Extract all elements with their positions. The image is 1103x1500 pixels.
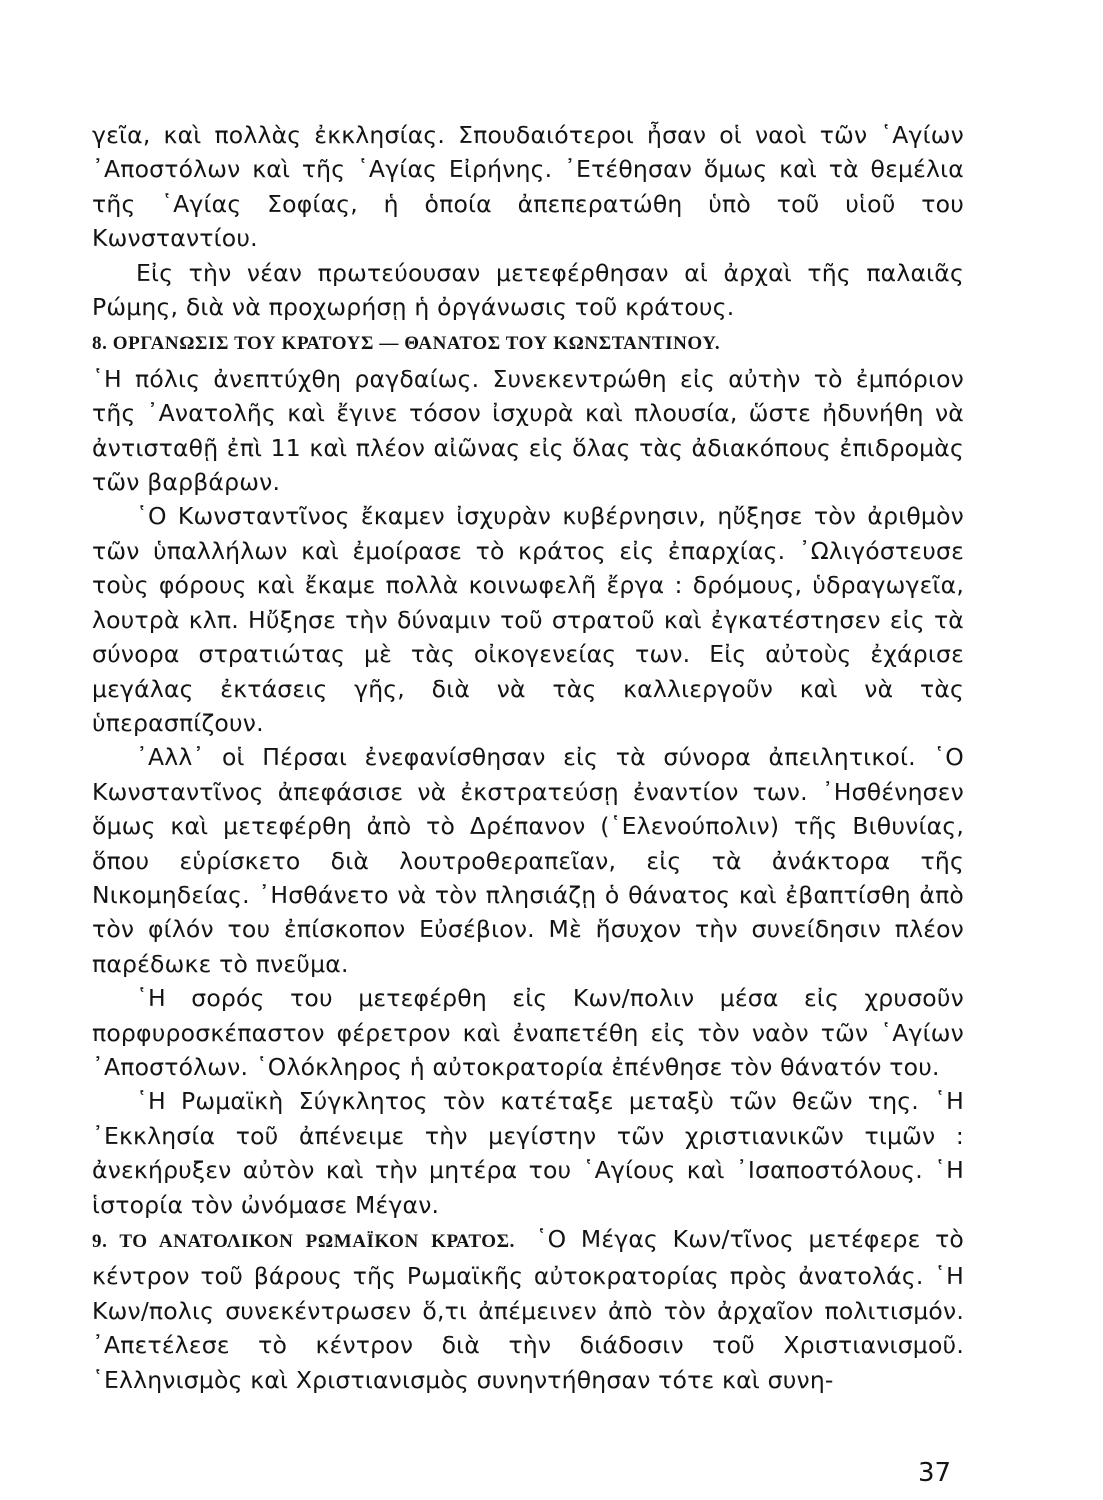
paragraph-continued: γεῖα, καὶ πολλὰς ἐκκλησίας. Σπουδαιότεροι ἦσαν οἱ ναοὶ τῶν ῾Αγίων ᾿Αποστόλων καὶ τῆς ῾Αγίας Εἰρήνης. ᾿Ετέθησαν ὅμως καὶ τὰ θεμέλια τῆς ῾Αγίας Σοφίας, ἡ ὁποία ἀπεπερατώθη ὑπὸ τοῦ υἱοῦ του Κωνσταντίου. bbox=[92, 121, 964, 253]
page-body bbox=[92, 118, 964, 1397]
section-9-heading: 9. ΤΟ ΑΝΑΤΟΛΙΚΟΝ ΡΩΜΑΪΚΟΝ ΚΡΑΤΟΣ. bbox=[92, 1231, 516, 1252]
section-9-paragraph-1: ῾Ο Μέγας Κων/τῖνος μετέφερε τὸ κέντρον τοῦ βάρους τῆς Ρωμαϊκῆς αὐτοκρατορίας πρὸς ἀνατολάς. ῾Η Κων/πολις συνεκέντρωσεν ὅ,τι ἀπέμεινεν ἀπὸ τὸν ἀρχαῖον πολιτισμόν. ᾿Απετέλεσε τὸ κέντρον διὰ τὴν διάδοσιν τοῦ Χριστιανισμοῦ. ῾Ελληνισμὸς καὶ Χριστιανισμὸς συνηντήθησαν τότε καὶ συνη- bbox=[92, 1225, 965, 1394]
section-8-paragraph-4: ῾Η σορός του μετεφέρθη εἰς Κων/πολιν μέσα εἰς χρυσοῦν πορφυροσκέπαστον φέρετρον καὶ ἐναπετέθη εἰς τὸν ναὸν τῶν ῾Αγίων ᾿Αποστόλων. ῾Ολόκληρος ἡ αὐτοκρατορία ἐπένθησε τὸν θάνατόν του. bbox=[92, 984, 964, 1081]
section-8-paragraph-5: ῾Η Ρωμαϊκὴ Σύγκλητος τὸν κατέταξε μεταξὺ τῶν θεῶν της. ῾Η ᾿Εκκλησία τοῦ ἀπένειμε τὴν μεγίστην τῶν χριστιανικῶν τιμῶν : ἀνεκήρυξεν αὐτὸν καὶ τὴν μητέρα του ῾Αγίους καὶ ᾿Ισαποστόλους. ῾Η ἱστορία τὸν ὠνόμασε Μέγαν. bbox=[92, 1087, 964, 1219]
section-8-heading: 8. ΟΡΓΑΝΩΣΙΣ ΤΟΥ ΚΡΑΤΟΥΣ — ΘΑΝΑΤΟΣ ΤΟΥ ΚΩΝΣΤΑΝΤΙΝΟΥ. bbox=[92, 333, 721, 355]
section-8 bbox=[92, 324, 964, 361]
page-number: 37 bbox=[918, 1458, 952, 1488]
section-8-paragraph-3: ᾿Αλλ᾿ οἱ Πέρσαι ἐνεφανίσθησαν εἰς τὰ σύνορα ἀπειλητικοί. ῾Ο Κωνσταντῖνος ἀπεφάσισε νὰ ἐκστρατεύσῃ ἐναντίον των. ᾿Ησθένησεν ὅμως καὶ μετεφέρθη ἀπὸ τὸ Δρέπανον (῾Ελενούπολιν) τῆς Βιθυνίας, ὅπου εὑρίσκετο διὰ λουτροθεραπεῖαν, εἰς τὰ ἀνάκτορα τῆς Νικομηδείας. ᾿Ησθάνετο νὰ τὸν πλησιάζῃ ὁ θάνατος καὶ ἐβαπτίσθη ἀπὸ τὸν φίλόν του ἐπίσκοπον Εὐσέβιον. Μὲ ἥσυχον τὴν συνείδησιν πλέον παρέδωκε τὸ πνεῦμα. bbox=[92, 743, 964, 978]
section-8-paragraph-1: ῾Η πόλις ἀνεπτύχθη ραγδαίως. Συνεκεντρώθη εἰς αὐτὴν τὸ ἐμπόριον τῆς ᾿Ανατολῆς καὶ ἔγινε τόσον ἰσχυρὰ καὶ πλουσία, ὥστε ἠδυνήθη νὰ ἀντισταθῇ ἐπὶ 11 καὶ πλέον αἰῶνας εἰς ὅλας τὰς ἀδιακόπους ἐπιδρομὰς τῶν βαρβάρων. bbox=[92, 364, 964, 497]
paragraph-capital: Εἰς τὴν νέαν πρωτεύουσαν μετεφέρθησαν αἱ ἀρχαὶ τῆς παλαιᾶς Ρώμης, διὰ νὰ προχωρήσῃ ἡ ὀργάνωσις τοῦ κράτους. bbox=[92, 258, 964, 322]
section-9 bbox=[92, 1222, 964, 1397]
section-8-paragraph-2: ῾Ο Κωνσταντῖνος ἔκαμεν ἰσχυρὰν κυβέρνησιν, ηὔξησε τὸν ἀριθμὸν τῶν ὑπαλλήλων καὶ ἐμοίρασε τὸ κράτος εἰς ἐπαρχίας. ᾿Ωλιγόστευσε τοὺς φόρους καὶ ἔκαμε πολλὰ κοινωφελῆ ἔργα : δρόμους, ὑδραγωγεῖα, λουτρὰ κλπ. Ηὔξησε τὴν δύναμιν τοῦ στρατοῦ καὶ ἐγκατέστησεν εἰς τὰ σύνορα στρατιώτας μὲ τὰς οἰκογενείας των. Εἰς αὐτοὺς ἐχάρισε μεγάλας ἐκτάσεις γῆς, διὰ νὰ τὰς καλλιεργοῦν καὶ νὰ τὰς ὑπερασπίζουν. bbox=[92, 502, 964, 737]
